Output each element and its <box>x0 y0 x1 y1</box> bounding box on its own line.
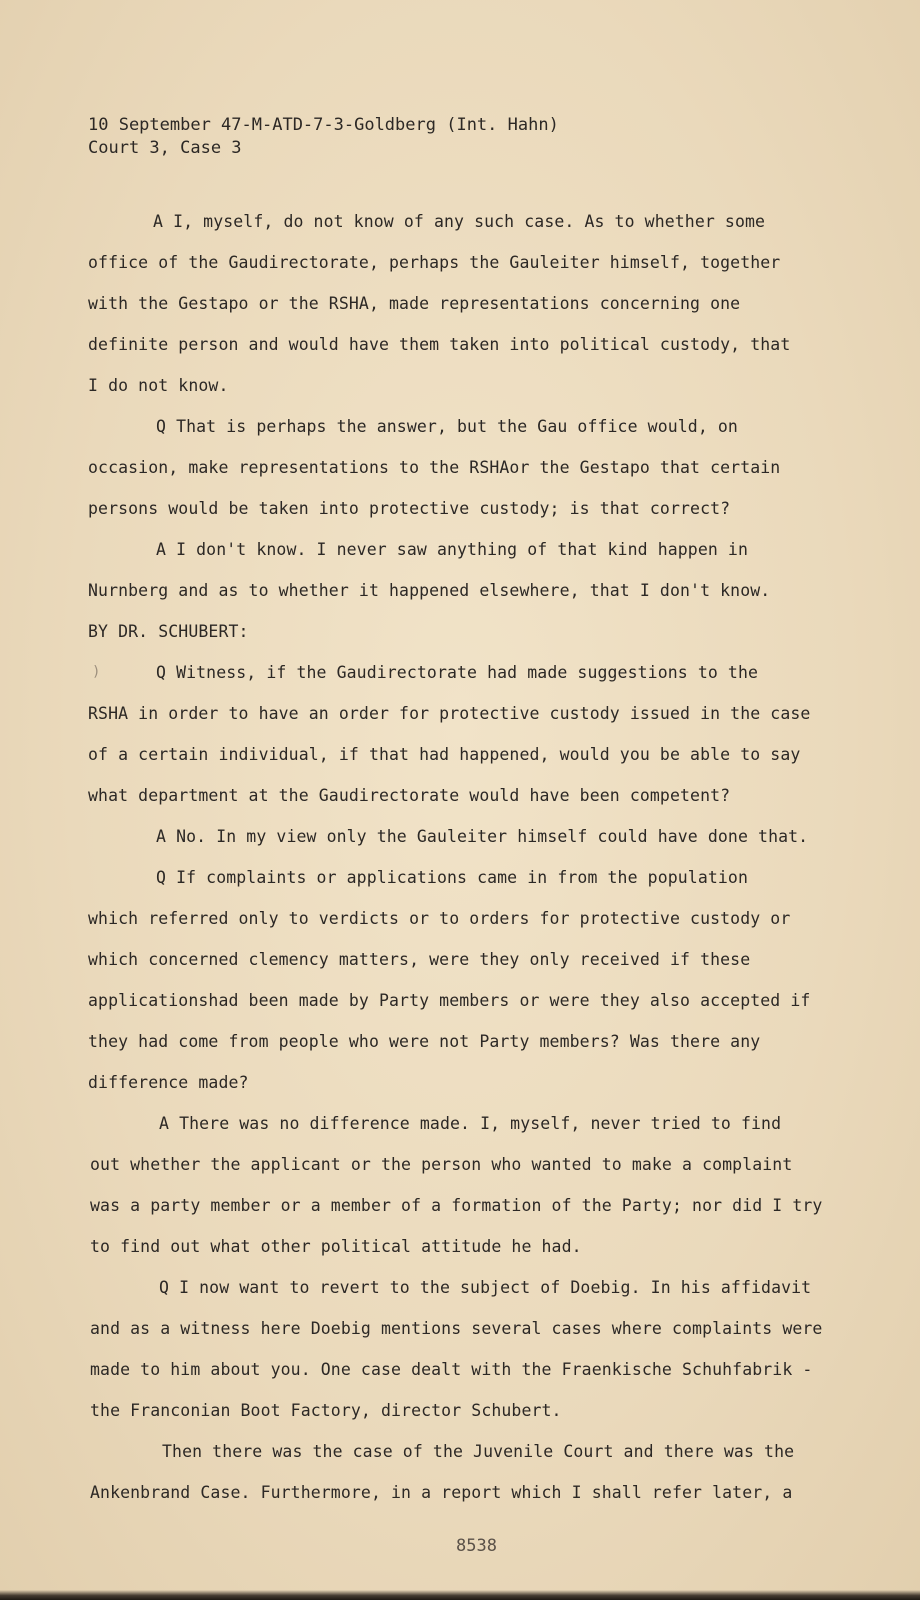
document-header <box>88 114 559 160</box>
text-line: office of the Gaudirectorate, perhaps the Gauleiter himself, together <box>88 253 781 272</box>
text-line: the Franconian Boot Factory, director Schubert. <box>90 1401 562 1420</box>
text-line: difference made? <box>88 1073 249 1092</box>
text-line: applicationshad been made by Party members or were they also accepted if <box>88 991 811 1010</box>
text-line: Ankenbrand Case. Furthermore, in a report which I shall refer later, a <box>90 1483 793 1502</box>
text-line: persons would be taken into protective custody; is that correct? <box>88 499 731 518</box>
text-line: Q If complaints or applications came in from the population <box>156 868 748 887</box>
text-line: Then there was the case of the Juvenile Court and there was the <box>162 1442 795 1461</box>
text-line: made to him about you. One case dealt with the Fraenkische Schuhfabrik - <box>90 1360 813 1379</box>
text-line: to find out what other political attitude he had. <box>90 1237 582 1256</box>
text-line: A No. In my view only the Gauleiter himself could have done that. <box>156 827 809 846</box>
text-line: occasion, make representations to the RSHAor the Gestapo that certain <box>88 458 781 477</box>
text-line: Q I now want to revert to the subject of Doebig. In his affidavit <box>159 1278 812 1297</box>
header-court-line: Court 3, Case 3 <box>88 138 242 158</box>
text-line: which concerned clemency matters, were they only received if these <box>88 950 751 969</box>
text-line: A There was no difference made. I, myself, never tried to find <box>159 1114 782 1133</box>
text-line: they had come from people who were not Party members? Was there any <box>88 1032 761 1051</box>
text-line: definite person and would have them taken into political custody, that <box>88 335 791 354</box>
text-line: and as a witness here Doebig mentions several cases where complaints were <box>90 1319 823 1338</box>
text-line: which referred only to verdicts or to orders for protective custody or <box>88 909 791 928</box>
text-line: with the Gestapo or the RSHA, made representations concerning one <box>88 294 741 313</box>
text-line: A I don't know. I never saw anything of that kind happen in <box>156 540 748 559</box>
text-line: Q That is perhaps the answer, but the Gau office would, on <box>156 417 738 436</box>
text-line: what department at the Gaudirectorate would have been competent? <box>88 786 731 805</box>
text-line: out whether the applicant or the person who wanted to make a complaint <box>90 1155 793 1174</box>
text-line: Q Witness, if the Gaudirectorate had made suggestions to the <box>156 663 759 682</box>
text-line: of a certain individual, if that had happened, would you be able to say <box>88 745 801 764</box>
text-line: A I, myself, do not know of any such case. As to whether some <box>153 212 766 231</box>
text-line: I do not know. <box>88 376 229 395</box>
header-session-line: 10 September 47-M-ATD-7-3-Goldberg (Int. Hahn) <box>88 115 559 135</box>
text-line: was a party member or a member of a formation of the Party; nor did I try <box>90 1196 823 1215</box>
speaker-heading: BY DR. SCHUBERT: <box>88 622 249 641</box>
stray-mark: ) <box>92 664 101 680</box>
text-line: Nurnberg and as to whether it happened elsewhere, that I don't know. <box>88 581 771 600</box>
page-bottom-edge <box>0 1590 920 1600</box>
text-line: RSHA in order to have an order for protective custody issued in the case <box>88 704 811 723</box>
page-number: 8538 <box>456 1536 497 1556</box>
